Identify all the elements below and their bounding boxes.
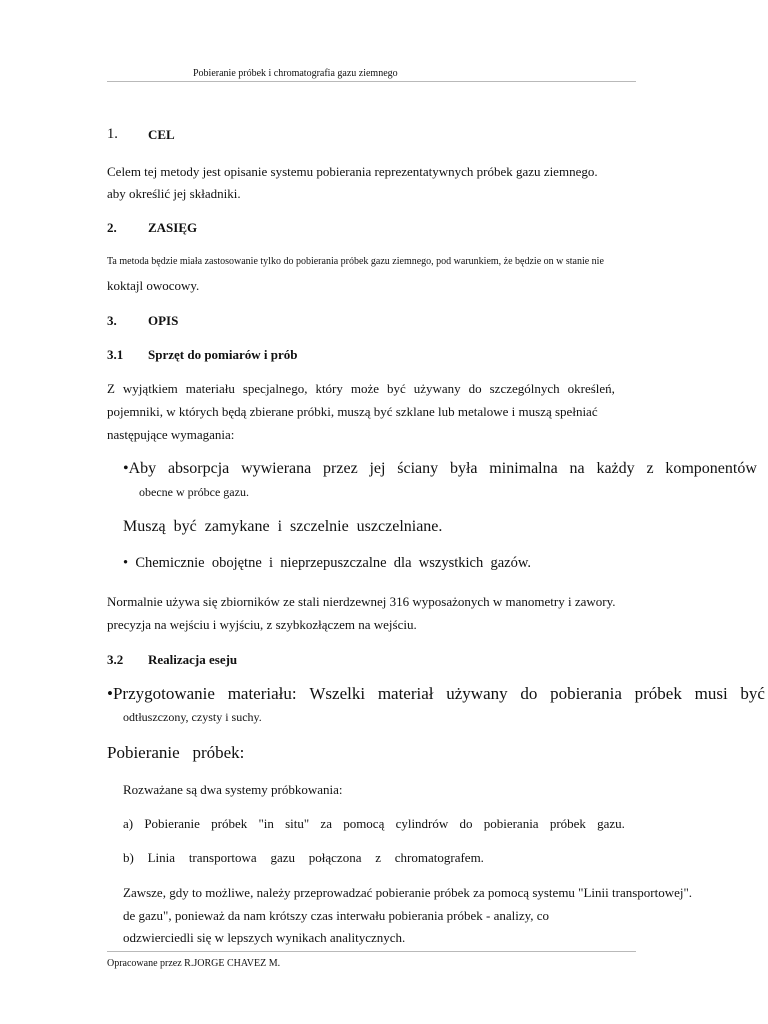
word: być (740, 684, 765, 703)
section-1-line-2: aby określić jej składniki. (107, 186, 241, 201)
word: pobierania (483, 816, 539, 831)
word: określeń, (567, 381, 615, 396)
word: próbek (211, 816, 248, 831)
word: używany (446, 684, 508, 703)
word: na (569, 460, 585, 477)
word: przez (323, 460, 358, 477)
word: szczególnych (489, 381, 560, 396)
word: do (520, 684, 538, 703)
sampling-heading: Pobieranie próbek: (107, 743, 245, 762)
word: próbek (634, 684, 682, 703)
word: jej (369, 460, 386, 477)
bullet-preparation (107, 684, 765, 704)
word: Pobieranie (144, 816, 200, 831)
section-3-title: OPIS (148, 313, 179, 328)
word: do (459, 816, 473, 831)
word: każdy (596, 460, 635, 477)
footer-author: Opracowane przez R.JORGE CHAVEZ M. (107, 958, 281, 969)
word: była (449, 460, 478, 477)
word: gazu. (597, 816, 625, 831)
word: ściany (397, 460, 439, 477)
always-line-1: Zawsze, gdy to możliwe, należy przeprowadzać pobieranie próbek za pomocą systemu "Linii transportowej". (123, 885, 693, 900)
word: •Przygotowanie (107, 684, 215, 703)
section-2-title: ZASIĘG (148, 220, 198, 235)
always-line-3: odzwierciedli się w lepszych wynikach analitycznych. (123, 930, 406, 945)
word: cylindrów (395, 816, 449, 831)
subsection-3-1-line-1 (107, 381, 615, 397)
word: być (386, 381, 406, 396)
word: wyjątkiem (122, 381, 178, 396)
word: specjalnego, (242, 381, 308, 396)
word: z (646, 460, 654, 477)
subsection-3-1-line-2: pojemniki, w których będą zbierane próbki, muszą być szklane lub metalowe i muszą spełniać (107, 404, 598, 419)
word: pomocą (343, 816, 385, 831)
bullet-absorption (123, 460, 757, 478)
section-1-line-1: Celem tej metody jest opisanie systemu pobierania reprezentatywnych próbek gazu ziemnego. (107, 164, 598, 179)
item-b (123, 850, 484, 866)
word: minimalna (489, 460, 558, 477)
bullet-absorption-cont: obecne w próbce gazu. (139, 485, 249, 499)
word: za (320, 816, 332, 831)
bullet-preparation-cont: odtłuszczony, czysty i suchy. (123, 710, 262, 724)
word: materiału (185, 381, 235, 396)
subsection-3-1-line-3: następujące wymagania: (107, 427, 235, 442)
section-2-number: 2. (107, 220, 117, 235)
word: "in (258, 816, 274, 831)
word: Wszelki (309, 684, 366, 703)
word: do (468, 381, 482, 396)
word: z (375, 850, 382, 865)
word: który (315, 381, 343, 396)
subsection-3-1-number: 3.1 (107, 347, 124, 362)
word: Linia (147, 850, 176, 865)
word: absorpcja (167, 460, 230, 477)
section-2-line-1: Ta metoda będzie miała zastosowanie tylko do pobierania próbek gazu ziemnego, pod warunkiem, że będzie on w stanie nie (107, 256, 604, 267)
section-2-line-2: koktajl owocowy. (107, 278, 200, 293)
section-1-title: CEL (148, 127, 175, 142)
bullet-chemically-inert: • Chemicznie obojętne i nieprzepuszczalne dla wszystkich gazów. (123, 555, 531, 571)
page-header-title: Pobieranie próbek i chromatografia gazu ziemnego (193, 68, 398, 79)
word: materiału: (227, 684, 297, 703)
footer-rule (107, 951, 636, 952)
subsection-3-2-number: 3.2 (107, 652, 124, 667)
must-be-sealed: Muszą być zamykane i szczelnie uszczelniane. (123, 518, 443, 535)
word: transportowa (188, 850, 257, 865)
two-systems-line: Rozważane są dwa systemy próbkowania: (123, 782, 343, 797)
word: może (350, 381, 380, 396)
normal-line-1: Normalnie używa się zbiorników ze stali nierdzewnej 316 wyposażonych w manometry i zawory. (107, 594, 616, 609)
word: wywierana (241, 460, 312, 477)
always-line-2: de gazu", ponieważ da nam krótszy czas interwału pobierania próbek - analizy, co (123, 908, 550, 923)
word: a) (123, 816, 134, 831)
word: połączona (308, 850, 362, 865)
subsection-3-1-title: Sprzęt do pomiarów i prób (148, 347, 298, 362)
word: musi (694, 684, 728, 703)
word: chromatografem. (394, 850, 484, 865)
word: situ" (285, 816, 310, 831)
normal-line-2: precyzja na wejściu i wyjściu, z szybkozłączem na wejściu. (107, 617, 417, 632)
word: •Aby (123, 460, 157, 477)
word: b) (123, 850, 134, 865)
word: Z (107, 381, 115, 396)
word: gazu (270, 850, 295, 865)
section-1-number: 1. (107, 126, 118, 142)
word: komponentów (665, 460, 757, 477)
subsection-3-2-title: Realizacja eseju (148, 652, 238, 667)
header-rule (107, 81, 636, 82)
section-3-number: 3. (107, 313, 117, 328)
item-a (123, 816, 625, 832)
word: używany (413, 381, 461, 396)
word: materiał (377, 684, 434, 703)
word: pobierania (550, 684, 622, 703)
word: próbek (549, 816, 586, 831)
